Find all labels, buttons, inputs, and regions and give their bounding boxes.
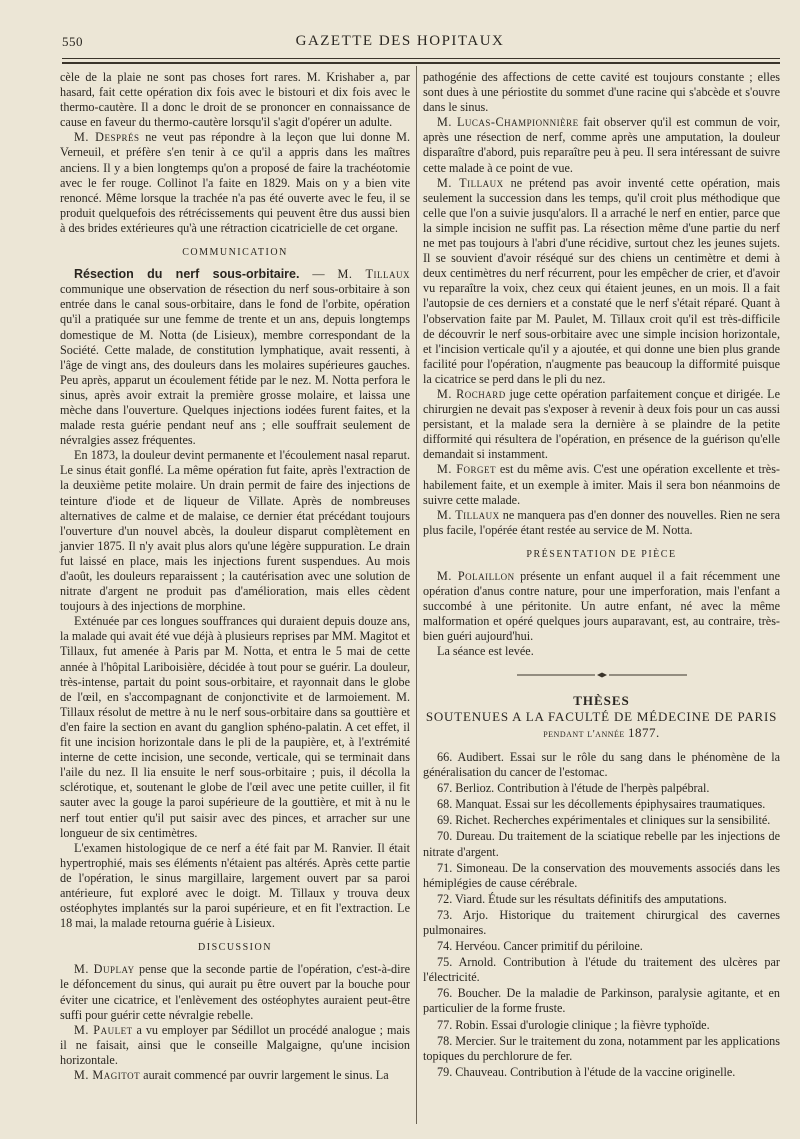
- thesis-item: 77. Robin. Essai d'urologie clinique ; la fièvre typhoïde.: [437, 1017, 710, 1032]
- thesis-item: 76. Boucher. De la maladie de Parkinson, paralysie agitante, et en particulier de la forme fruste.: [423, 986, 780, 1016]
- paragraph: M. Lucas-Championnière fait observer qu'il est commun de voir, après une résection de nerf, comme après une amputation, la douleur disparaître d'abord, puis reparaître peu à peu. Il sera intéressant de suivre cette malade à ce point de vue.: [423, 115, 780, 175]
- thesis-item: 67. Berlioz. Contribution à l'étude de l'herpès palpébral.: [437, 781, 710, 796]
- speaker-name: M. Forget: [437, 462, 497, 477]
- thesis-item: 70. Dureau. Du traitement de la sciatique rebelle par les injections de nitrate d'argent.: [423, 829, 780, 859]
- theses-period: pendant l'année 1877.: [543, 724, 660, 740]
- thesis-item: 72. Viard. Étude sur les résultats définitifs des amputations.: [437, 891, 727, 906]
- speaker-name: M. Duplay: [74, 962, 135, 977]
- thesis-item: 75. Arnold. Contribution à l'étude du traitement des ulcères par l'électricité.: [423, 955, 780, 985]
- header-rule-thin: [62, 58, 780, 59]
- paragraph: cèle de la plaie ne sont pas choses fort rares. M. Krishaber a, par hasard, fait cette opération dix fois avec le bistouri et dix fois avec le thermo-cautère. Il a donc le droit de se prononcer en connaissance de cause en faveur du thermo-cautère lorsqu'il s'agit d'opérer un adulte.: [60, 70, 410, 130]
- page-number: 550: [62, 34, 83, 49]
- paragraph: M. Paulet a vu employer par Sédillot un procédé analogue ; mais il ne faisait, ainsi que le conseille Malgaigne, qu'une incision horizontale.: [60, 1022, 410, 1067]
- paragraph: Exténuée par ces longues souffrances qui duraient depuis douze ans, la malade qui avait été vue déjà à plusieurs reprises par MM. Magitot et Tillaux, fut amenée à Paris par M. Notta, et entra le 5 mai de cette année à l'hôpital Lariboisière, décidée à tout pour se guérir. La douleur, très-intense, partait du point sous-orbitaire, et rayonnait dans le globe de l'œil, en s'accompagnant de conjonctivite et de larmoiement. M. Tillaux résolut de mettre à nu le nerf sous-orbitaire dans sa gouttière et d'en faire la section en avant du ganglion sphéno-palatin. A cet effet, il fit une incision horizontale dans le pli de la paupière, et, à l'extrémité interne de cette incision, une seconde, verticale, qui se terminait dans l'aile du nez. Il lia ensuite le nerf sous-orbitaire ; puis, il décolla la sclérotique, et, soutenant le globe de l'œil avec une petite cuiller, il fit sauter avec la gouge la paroi supérieure de la gouttière, et mit à nu le nerf tout entier qu'il put saisir avec des pinces, et arracher sur une longueur de six centimètres.: [60, 614, 410, 840]
- paragraph: M. Forget est du même avis. C'est une opération excellente et très-habilement faite, et un exemple à imiter. Mais il sera bon néanmoins de suivre cette malade.: [423, 462, 780, 507]
- journal-title: GAZETTE DES HOPITAUX: [295, 33, 505, 49]
- paragraph: La séance est levée.: [437, 644, 534, 659]
- article-lead: Résection du nerf sous-orbitaire.: [74, 267, 300, 282]
- thesis-item: 69. Richet. Recherches expérimentales et cliniques sur la sensibilité.: [437, 813, 771, 828]
- thesis-item: 68. Manquat. Essai sur les décollements épiphysaires traumatiques.: [437, 797, 766, 812]
- speaker-name: M. Tillaux: [437, 507, 500, 522]
- paragraph: pathogénie des affections de cette cavité est toujours constante ; elles sont dues à une périostite du sommet d'une racine qui s'abcède et s'ouvre dans le sinus.: [423, 70, 780, 115]
- speaker-name: M. Tillaux: [437, 175, 504, 190]
- thesis-item: 73. Arjo. Historique du traitement chirurgical des cavernes pulmonaires.: [423, 907, 780, 937]
- paragraph: M. Rochard juge cette opération parfaitement conçue et dirigée. Le chirurgien ne devait pas s'exposer à revenir à deux fois pour un cas aussi persistant, et la malade sera la dernière à se plaindre de la petite difformité qui résultera de l'opération, en présence de la guérison qu'elle demandait si instamment.: [423, 386, 780, 462]
- paragraph: M. Magitot aurait commencé par ouvrir largement le sinus. La: [74, 1068, 389, 1082]
- speaker-name: M. Tillaux: [337, 267, 410, 282]
- speaker-name: M. Després: [74, 130, 140, 145]
- section-heading: COMMUNICATION: [182, 247, 288, 259]
- separator-rule-icon: [517, 672, 687, 678]
- speaker-name: M. Magitot: [74, 1068, 141, 1082]
- header-rule-thick: [62, 62, 780, 64]
- paragraph: M. Polaillon présente un enfant auquel il a fait récemment une opération d'anus contre nature, pour une imperforation, mais l'enfant a succombé à une péritonite. Un autre enfant, né avec la même malformation et opéré quelques jours auparavant, est, au contraire, très-bien guéri aujourd'hui.: [423, 569, 780, 644]
- section-heading: DISCUSSION: [198, 942, 272, 954]
- section-heading: PRÉSENTATION DE PIÈCE: [526, 548, 677, 560]
- thesis-item: 78. Mercier. Sur le traitement du zona, notamment par les applications topiques du perchlorure de fer.: [423, 1033, 780, 1063]
- column-divider: [416, 66, 417, 1124]
- thesis-item: 66. Audibert. Essai sur le rôle du sang dans le phénomène de la généralisation du cancer de l'estomac.: [423, 749, 780, 780]
- thesis-item: 71. Simoneau. De la conservation des mouvements associés dans les hémiplégies de cause cérébrale.: [423, 860, 780, 890]
- paragraph: M. Tillaux ne prétend pas avoir inventé cette opération, mais seulement la succession dans les temps, qu'il croit plus méthodique que celle que l'on a suivie jusqu'alors. Il a arraché le nerf en entier, parce que la simple incision ne suffit pas. La résection même d'une partie du nerf ne met pas toujours à l'abri d'une récidive, surtout chez les jeunes sujets. Il se souvient d'avoir réséqué sur des chiens un centimètre et demi à deux centimètres du nerf récurrent, pour les empêcher de crier, et d'avoir vu reparaître la voix, chez ceux qui étaient jeunes, en un mois. Il a fait l'autopsie de ces derniers et a constaté que le nerf s'était réparé. Quant à l'observation faite par M. Paulet, M. Tillaux croit qu'il est très-difficile de découvrir le nerf sous-orbitaire avec une simple incision horizontale, et l'incision verticale qu'il y a ajoutée, et qui donne une bien plus grande facilité pour l'opération, n'augmente pas beaucoup la difformité puisque la cicatrice se perd dans le pli du nez.: [423, 175, 780, 386]
- paragraph: En 1873, la douleur devint permanente et l'écoulement nasal reparut. Le sinus était gonflé. La même opération fut faite, après l'extraction de la deuxième petite molaire. Un drain permit de faire des injections de teinture d'iode et de liqueur de Villate. Après de nombreuses alternatives de calme et de malaise, ce dernier état précédant toujours l'ouverture d'un nouvel abcès, la douleur disparut complètement en janvier 1875. Il n'y avait plus alors qu'une légère suppuration. Le drain fut laissé en place, mais les injections furent suspendues. Au mois d'août, les douleurs reparaissent ; la cautérisation avec une solution de nitrate d'argent ne produit pas d'amélioration, mais elles cèdent toujours à des injections de morphine.: [60, 448, 410, 614]
- left-column: [60, 70, 410, 1083]
- theses-list: [423, 750, 780, 1080]
- speaker-name: M. Rochard: [437, 386, 506, 401]
- speaker-name: M. Polaillon: [437, 569, 515, 583]
- paragraph: M. Tillaux ne manquera pas d'en donner des nouvelles. Rien ne sera plus facile, l'opérée étant restée au service de M. Notta.: [423, 507, 781, 537]
- ornamental-separator: [423, 668, 780, 683]
- theses-title: THÈSES: [573, 692, 630, 708]
- paragraph: Résection du nerf sous-orbitaire. — M. Tillaux communique une observation de résection du nerf sous-orbitaire à son entrée dans le canal sous-orbitaire, dans le fond de l'orbite, opération qu'il a pratiquée sur une femme de trente et un ans, depuis longtemps domestique de M. Notta (de Lisieux), membre correspondant de la Société. Cette malade, de constitution lymphatique, avait ressenti, à l'âge de vingt ans, des douleurs dans les molaires supérieures gauches. Peu après, apparut un écoulement fétide par le nez. M. Notta perfora le sinus, après avoir extrait la première grosse molaire, et laissa une mèche dans l'ouverture. Quelques injections iodées furent faites, et la malade resta guérie pendant neuf ans ; elle souffrait seulement de névralgies assez fréquentes.: [60, 267, 410, 448]
- thesis-item: 74. Hervéou. Cancer primitif du périloine.: [437, 939, 643, 954]
- speaker-name: M. Lucas-Championnière: [437, 115, 579, 130]
- paragraph: L'examen histologique de ce nerf a été fait par M. Ranvier. Il était hypertrophié, mais ses éléments n'étaient pas altérés. Après cette partie de l'opération, le sinus margillaire, largement ouvert par sa paroi antérieure, fut exploré avec le doigt. M. Tillaux y trouva deux ostéophytes implantés sur la paroi supérieure, et en fit l'extraction. Le 18 mai, la malade retourna guérie à Lisieux.: [60, 840, 410, 931]
- speaker-name: M. Paulet: [74, 1022, 133, 1037]
- paragraph: M. Duplay pense que la seconde partie de l'opération, c'est-à-dire le défoncement du sinus, qui aurait pu être ouvert par la bouche pour éviter une cicatrice, et l'enlèvement des ostéophytes auraient peut-être suffi pour guérir cette névralgie rebelle.: [60, 962, 410, 1022]
- theses-subtitle: SOUTENUES A LA FACULTÉ DE MÉDECINE DE PARIS: [425, 708, 778, 724]
- paragraph: M. Després ne veut pas répondre à la leçon que lui donne M. Verneuil, et préfère s'en tenir à ce qu'il a appris dans les maîtres anciens. Il y a bien longtemps qu'on a proposé de faire la trachéotomie avec le fer rouge. Collinot l'a faite en 1829. Mais on y a bien vite renoncé. Même lorsque la trachée n'a pas été ouverte avec le feu, il se produit quelquefois des rétrécissements qui peuvent être dus aussi bien à des brides extérieures qu'à une rétraction cicatricielle de cet organe.: [60, 130, 410, 235]
- thesis-item: 79. Chauveau. Contribution à l'étude de la vaccine originelle.: [437, 1064, 736, 1079]
- right-column: [423, 70, 780, 1081]
